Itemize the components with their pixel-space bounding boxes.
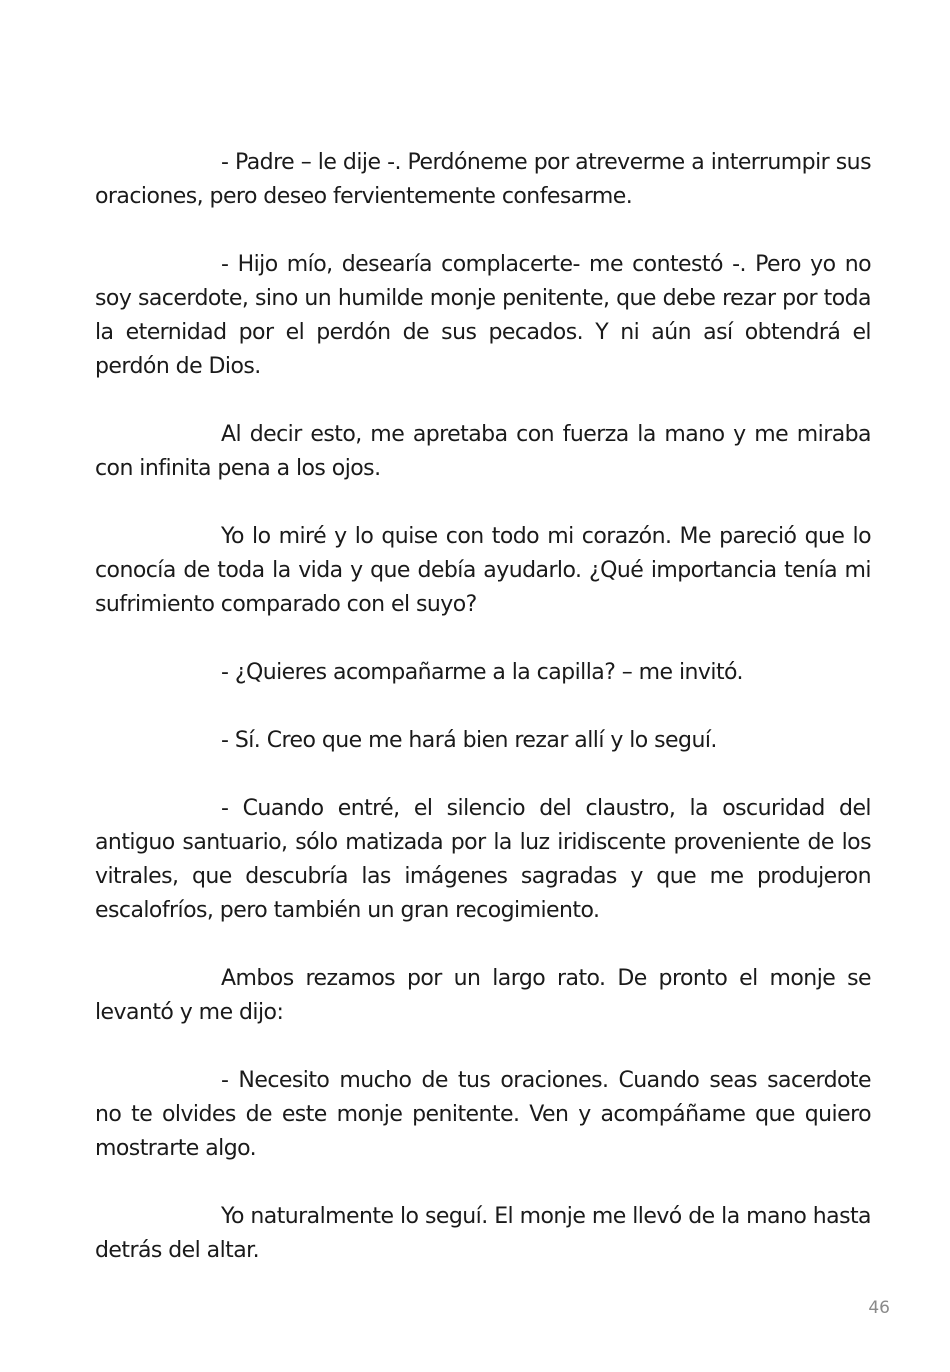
paragraph-7: - Cuando entré, el silencio del claustro, la oscuridad del antiguo santuario, sólo matizada por la luz iridiscente proveniente de los vitrales, que descubría las imágenes sagradas y que me produjeron escalofríos, pero también un gran recogimiento. <box>95 796 871 923</box>
paragraph-8: Ambos rezamos por un largo rato. De pronto el monje se levantó y me dijo: <box>95 966 871 1025</box>
body-text <box>95 146 871 1302</box>
paragraph-4: Yo lo miré y lo quise con todo mi corazón. Me pareció que lo conocía de toda la vida y que debía ayudarlo. ¿Qué importancia tenía mi sufrimiento comparado con el suyo? <box>95 524 871 617</box>
page-number: 46 <box>868 1298 890 1318</box>
paragraph-9: - Necesito mucho de tus oraciones. Cuando seas sacerdote no te olvides de este monje penitente. Ven y acompáñame que quiero mostrarte algo. <box>95 1068 871 1161</box>
paragraph-10: Yo naturalmente lo seguí. El monje me llevó de la mano hasta detrás del altar. <box>95 1204 871 1263</box>
paragraph-5: - ¿Quieres acompañarme a la capilla? – me invitó. <box>221 660 743 685</box>
paragraph-6: - Sí. Creo que me hará bien rezar allí y lo seguí. <box>221 728 717 753</box>
paragraph-1: - Padre – le dije -. Perdóneme por atreverme a interrumpir sus oraciones, pero deseo fervientemente confesarme. <box>95 150 871 209</box>
paragraph-3: Al decir esto, me apretaba con fuerza la mano y me miraba con infinita pena a los ojos. <box>95 422 871 481</box>
paragraph-2: - Hijo mío, desearía complacerte- me contestó -. Pero yo no soy sacerdote, sino un humilde monje penitente, que debe rezar por toda la eternidad por el perdón de sus pecados. Y ni aún así obtendrá el perdón de Dios. <box>95 252 871 379</box>
